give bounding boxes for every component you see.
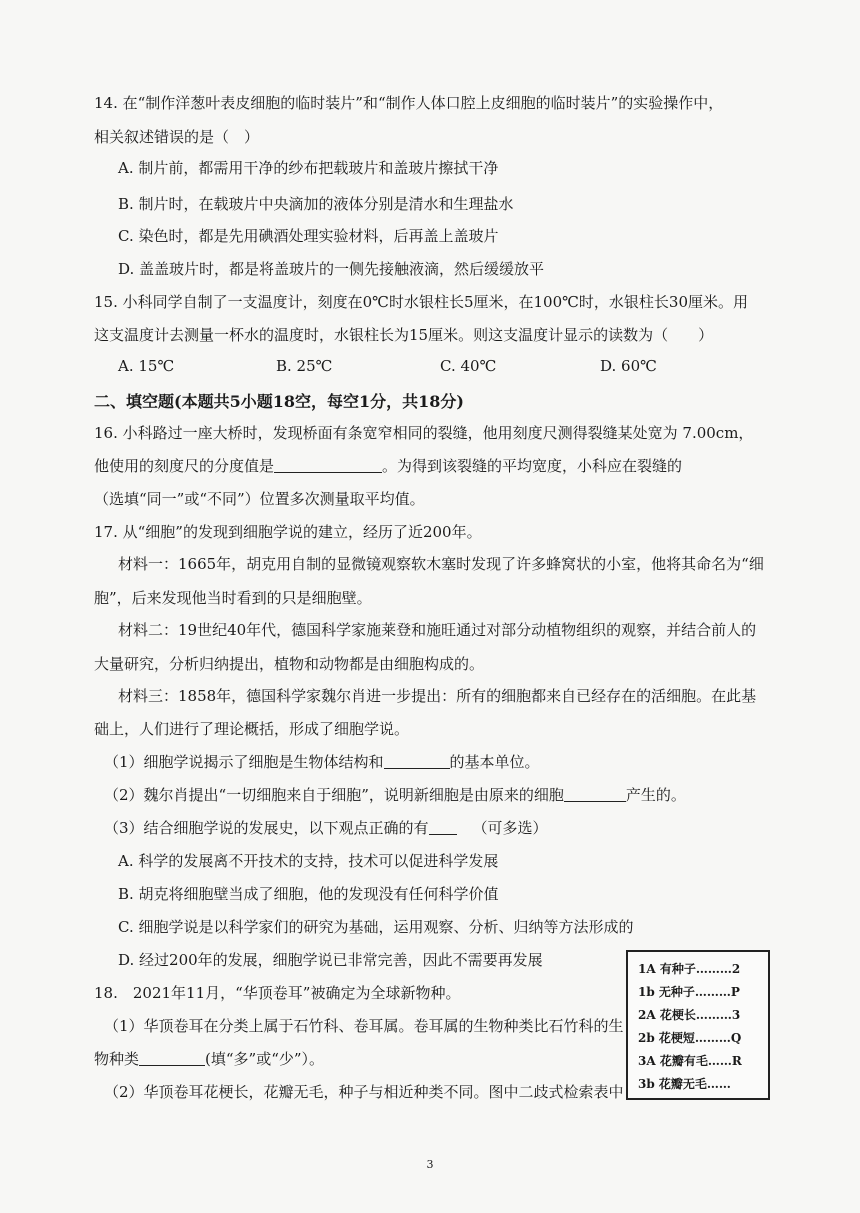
dichotomous-key-table (626, 950, 770, 1100)
q17-part-2 (104, 784, 686, 805)
key-row-2b: 2b 花梗短………Q (638, 1031, 742, 1045)
q17-material-2b: 大量研究，分析归纳提出，植物和动物都是由细胞构成的。 (94, 655, 485, 673)
q17-part-3 (104, 817, 548, 838)
q15-option-a: A. 15℃ (118, 357, 175, 375)
q14-option-c: C. 染色时，都是先用碘酒处理实验材料，后再盖上盖玻片 (118, 227, 499, 245)
q17-p3-text-b: （可多选） (472, 819, 548, 837)
q14-stem-line-1: 14. 在“制作洋葱叶表皮细胞的临时装片”和“制作人体口腔上皮细胞的临时装片”的实验操作中， (94, 94, 724, 112)
q18-stem: 18. 2021年11月，“华顶卷耳”被确定为全球新物种。 (94, 984, 461, 1002)
q16-line-1: 16. 小科路过一座大桥时，发现桥面有条宽窄相同的裂缝，他用刻度尺测得裂缝某处宽为 7.00cm， (94, 424, 754, 442)
q16-text-a: 他使用的刻度尺的分度值是 (94, 457, 275, 475)
q17-material-3a: 材料三：1858年，德国科学家魏尔肖进一步提出：所有的细胞都来自已经存在的活细胞。在此基 (118, 687, 757, 705)
q15-stem-line-1: 15. 小科同学自制了一支温度计，刻度在0℃时水银柱长5厘米，在100℃时，水银柱长30厘米。用 (94, 293, 748, 311)
q14-stem-line-2: 相关叙述错误的是（ ） (94, 128, 260, 146)
q18-p1-text-b: 物种类 (94, 1050, 140, 1068)
q18-part-1b (94, 1048, 324, 1069)
q17-p2-text-b: 产生的。 (625, 786, 686, 804)
q17-p2-text-a: （2）魏尔肖提出“一切细胞来自于细胞”，说明新细胞是由原来的细胞 (104, 786, 564, 804)
q14-option-d: D. 盖盖玻片时，都是将盖玻片的一侧先接触液滴，然后缓缓放平 (118, 260, 545, 278)
q17-option-c: C. 细胞学说是以科学家们的研究为基础，运用观察、分析、归纳等方法形成的 (118, 918, 634, 936)
q17-stem: 17. 从“细胞”的发现到细胞学说的建立，经历了近200年。 (94, 523, 482, 541)
q17-material-3b: 础上，人们进行了理论概括，形成了细胞学说。 (94, 720, 410, 738)
q17-answer-blank-3[interactable] (429, 820, 457, 835)
q18-part-2: （2）华顶卷耳花梗长，花瓣无毛，种子与相近种类不同。图中二歧式检索表中 (104, 1083, 624, 1101)
q15-option-b: B. 25℃ (276, 357, 333, 375)
q17-p1-text-a: （1）细胞学说揭示了细胞是生物体结构和 (104, 753, 384, 771)
q17-option-b: B. 胡克将细胞壁当成了细胞，他的发现没有任何科学价值 (118, 885, 499, 903)
key-row-1a: 1A 有种子………2 (638, 962, 741, 976)
q17-answer-blank-1[interactable] (384, 754, 450, 769)
key-row-3a: 3A 花瓣有毛……R (638, 1054, 742, 1068)
q17-material-2a: 材料二：19世纪40年代，德国科学家施莱登和施旺通过对部分动植物组织的观察，并结合前人的 (118, 621, 757, 639)
section-heading: 二、填空题(本题共5小题18空，每空1分，共18分) (94, 392, 464, 411)
q15-stem-line-2: 这支温度计去测量一杯水的温度时，水银柱长为15厘米。则这支温度计显示的读数为（ ） (94, 326, 714, 344)
q16-answer-blank-1[interactable] (274, 458, 382, 473)
q17-p1-text-b: 的基本单位。 (449, 753, 540, 771)
q16-line-3: （选填“同一”或“不同”）位置多次测量取平均值。 (94, 490, 425, 508)
key-row-2a: 2A 花梗长………3 (638, 1008, 741, 1022)
q14-option-a: A. 制片前，都需用干净的纱布把载玻片和盖玻片擦拭干净 (118, 159, 499, 177)
q18-p1-text-c: (填“多”或“少”）。 (205, 1050, 325, 1068)
key-row-1b: 1b 无种子………P (638, 985, 740, 999)
q15-option-c: C. 40℃ (440, 357, 497, 375)
key-row-3b: 3b 花瓣无毛…… (638, 1077, 731, 1091)
q17-material-1b: 胞”，后来发现他当时看到的只是细胞壁。 (94, 589, 372, 607)
q17-material-1a: 材料一：1665年，胡克用自制的显微镜观察软木塞时发现了许多蜂窝状的小室，他将其命名为“细 (118, 555, 764, 573)
q14-option-b: B. 制片时，在载玻片中央滴加的液体分别是清水和生理盐水 (118, 195, 514, 213)
q18-answer-blank-1[interactable] (139, 1051, 205, 1066)
page-number: 3 (426, 1158, 434, 1171)
q17-p3-text-a: （3）结合细胞学说的发展史，以下观点正确的有 (104, 819, 429, 837)
q17-option-a: A. 科学的发展离不开技术的支持，技术可以促进科学发展 (118, 852, 499, 870)
q15-option-d: D. 60℃ (600, 357, 657, 375)
q17-part-1 (104, 751, 540, 772)
q17-option-d: D. 经过200年的发展，细胞学说已非常完善，因此不需要再发展 (118, 951, 543, 969)
q16-text-b: 。为得到该裂缝的平均宽度，小科应在裂缝的 (382, 457, 683, 475)
q16-line-2 (94, 455, 682, 476)
q17-answer-blank-2[interactable] (564, 787, 626, 802)
q18-part-1a: （1）华顶卷耳在分类上属于石竹科、卷耳属。卷耳属的生物种类比石竹科的生 (104, 1017, 624, 1035)
